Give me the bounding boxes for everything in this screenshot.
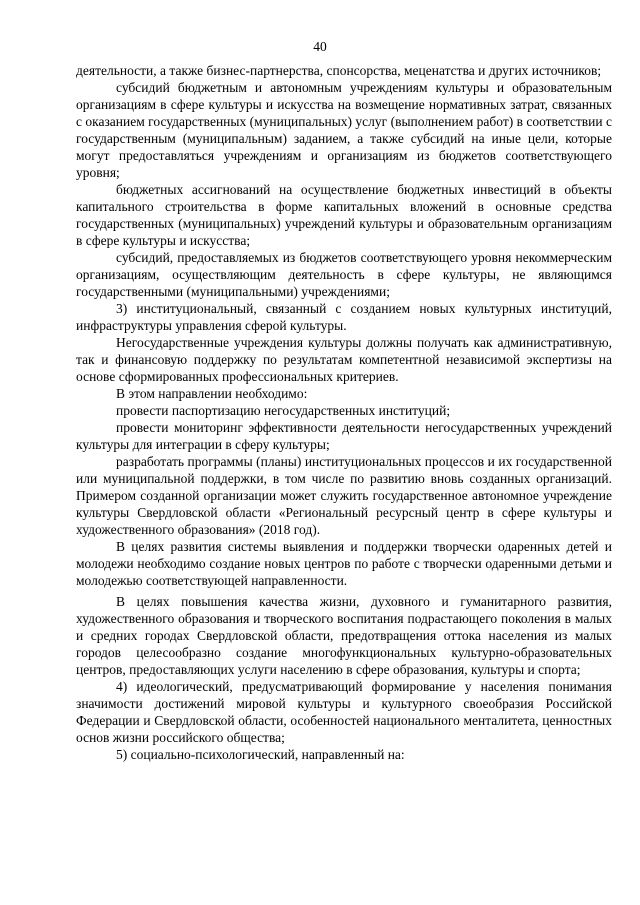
document-body <box>76 62 612 763</box>
paragraph: провести паспортизацию негосударственных институций; <box>116 403 451 418</box>
paragraph: В целях развития системы выявления и поддержки творчески одаренных детей и молодежи необходимо создание новых центров по работе с творчески одаренными детьми и молодежью соответствующей направленности. <box>76 539 612 588</box>
paragraph: деятельности, а также бизнес-партнерства, спонсорства, меценатства и других источников; <box>76 63 602 78</box>
paragraph: В этом направлении необходимо: <box>116 386 308 401</box>
paragraph: 5) социально-психологический, направленный на: <box>116 747 405 762</box>
paragraph: 4) идеологический, предусматривающий формирование у населения понимания значимости достижений мировой культуры и культурного своеобразия Российской Федерации и Свердловской области, особенностей национального менталитета, ценностных основ жизни российского общества; <box>76 679 612 745</box>
page-number: 40 <box>313 39 327 54</box>
paragraph: субсидий, предоставляемых из бюджетов соответствующего уровня некоммерческим организациям, осуществляющим деятельность в сфере культуры, не являющимся государственными (муниципальными) учреждениями; <box>76 250 612 299</box>
paragraph: провести мониторинг эффективности деятельности негосударственных учреждений культуры для интеграции в сферу культуры; <box>76 420 612 452</box>
paragraph: разработать программы (планы) институциональных процессов и их государственной или муниципальной поддержки, в том числе по развитию вновь созданных организаций. Примером созданной организации может служить государственное автономное учреждение культуры Свердловской области «Региональный ресурсный центр в сфере культуры и художественного образования» (2018 год). <box>76 454 612 537</box>
paragraph: В целях повышения качества жизни, духовного и гуманитарного развития, художественного образования и творческого воспитания подрастающего поколения в малых и средних городах Свердловской области, предотвращения оттока населения из малых городов целесообразно создание многофункциональных культурно-образовательных центров, предоставляющих услуги населению в сфере образования, культуры и спорта; <box>76 594 612 677</box>
paragraph: субсидий бюджетным и автономным учреждениям культуры и образовательным организациям в сфере культуры и искусства на возмещение нормативных затрат, связанных с оказанием государственных (муниципальных) услуг (выполнением работ) в соответствии с государственным (муниципальным) заданием, а также субсидий на иные цели, которые могут предоставляться учреждениям и организациям из бюджетов соответствующего уровня; <box>76 80 612 180</box>
paragraph: 3) институциональный, связанный с созданием новых культурных институций, инфраструктуры управления сферой культуры. <box>76 301 612 333</box>
paragraph: Негосударственные учреждения культуры должны получать как административную, так и финансовую поддержку по результатам компетентной независимой экспертизы на основе сформированных профессиональных критериев. <box>76 335 612 384</box>
paragraph: бюджетных ассигнований на осуществление бюджетных инвестиций в объекты капитального строительства в форме капитальных вложений в основные средства государственных (муниципальных) учреждений культуры и образовательным организациям в сфере культуры и искусства; <box>76 182 612 248</box>
